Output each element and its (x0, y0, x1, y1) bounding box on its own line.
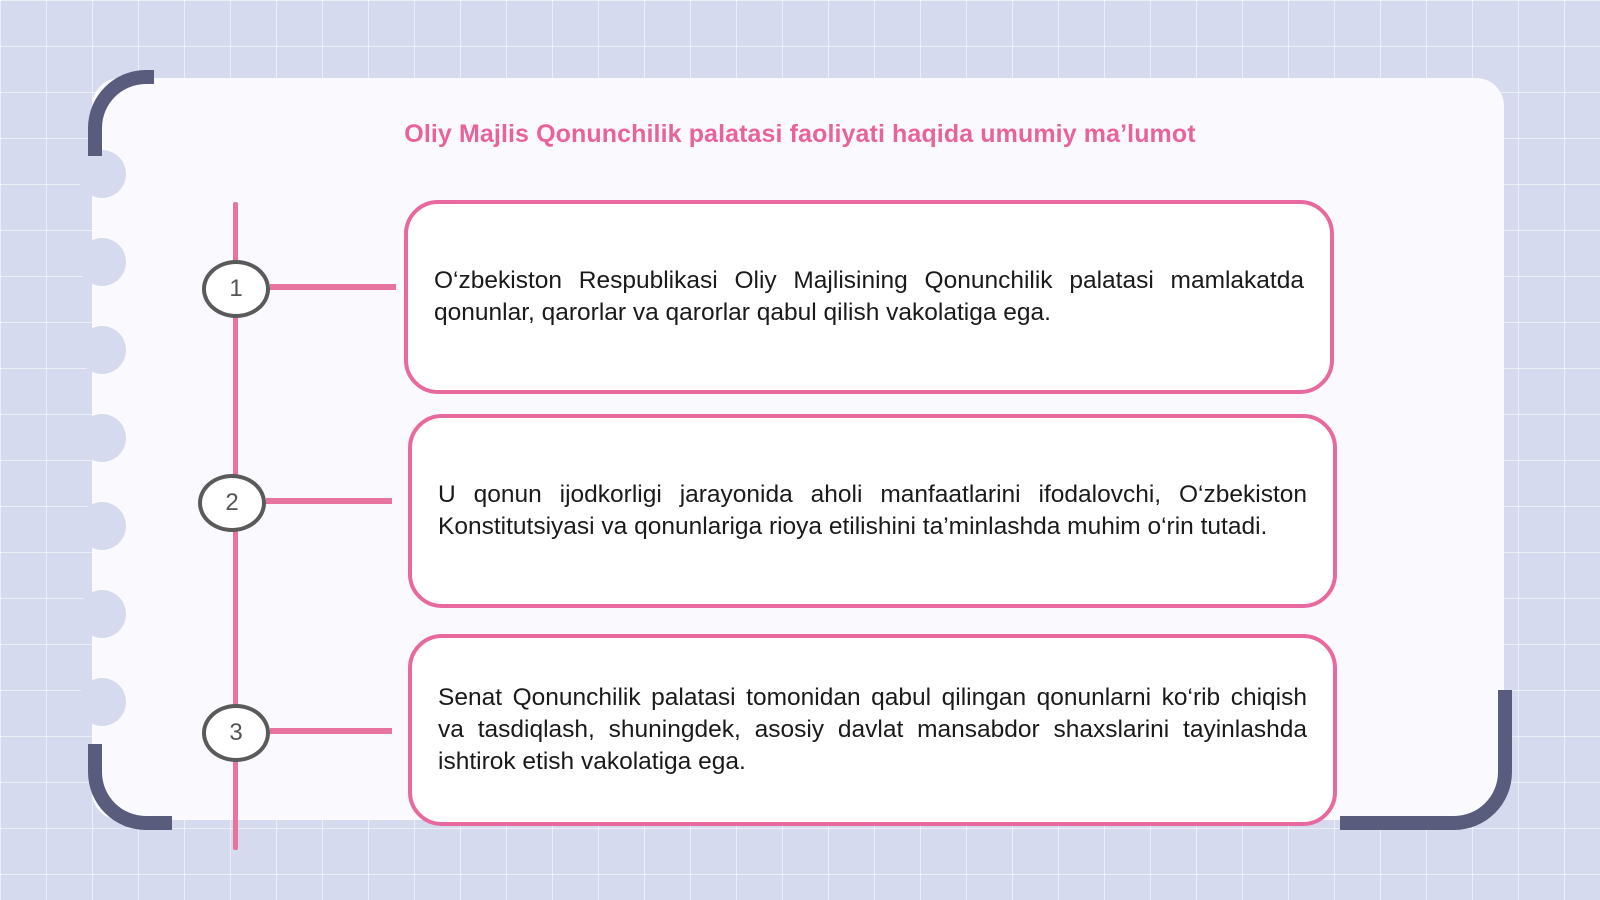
card-text: Senat Qonunchilik palatasi tomonidan qabul qilingan qonunlarni ko‘rib chiqish va tasdiqlash, shuningdek, asosiy davlat mansabdor shaxslarini tayinlashda ishtirok etish vakolatiga ega. (438, 684, 1307, 775)
step-marker (202, 260, 270, 318)
notebook-hole (78, 502, 126, 550)
timeline-connector (266, 498, 392, 504)
timeline-connector (270, 284, 396, 290)
corner-bracket-bottom-right (1340, 690, 1512, 830)
card-text: U qonun ijodkorligi jarayonida aholi manfaatlarini ifodalovchi, O‘zbekiston Konstitutsiyasi va qonunlariga rioya etilishini ta’minlashda muhim o‘rin tutadi. (438, 481, 1307, 540)
notebook-hole (78, 590, 126, 638)
info-card (404, 200, 1334, 394)
notebook-hole (78, 238, 126, 286)
notebook-hole (78, 326, 126, 374)
notebook-hole (78, 414, 126, 462)
notebook-hole (78, 150, 126, 198)
step-marker (198, 474, 266, 532)
step-number: 2 (225, 489, 239, 516)
step-number: 3 (229, 719, 243, 746)
step-number: 1 (229, 275, 243, 302)
corner-bracket-bottom-left (88, 744, 172, 830)
info-card (408, 414, 1337, 608)
step-marker (202, 704, 270, 762)
notebook-hole (78, 678, 126, 726)
slide-title: Oliy Majlis Qonunchilik palatasi faoliyati haqida umumiy ma’lumot (404, 120, 1196, 148)
corner-bracket-top-left (88, 70, 154, 156)
info-card (408, 634, 1337, 826)
timeline-connector (270, 728, 392, 734)
card-text: O‘zbekiston Respublikasi Oliy Majlisining Qonunchilik palatasi mamlakatda qonunlar, qarorlar va qarorlar qabul qilish vakolatiga ega. (434, 267, 1304, 326)
